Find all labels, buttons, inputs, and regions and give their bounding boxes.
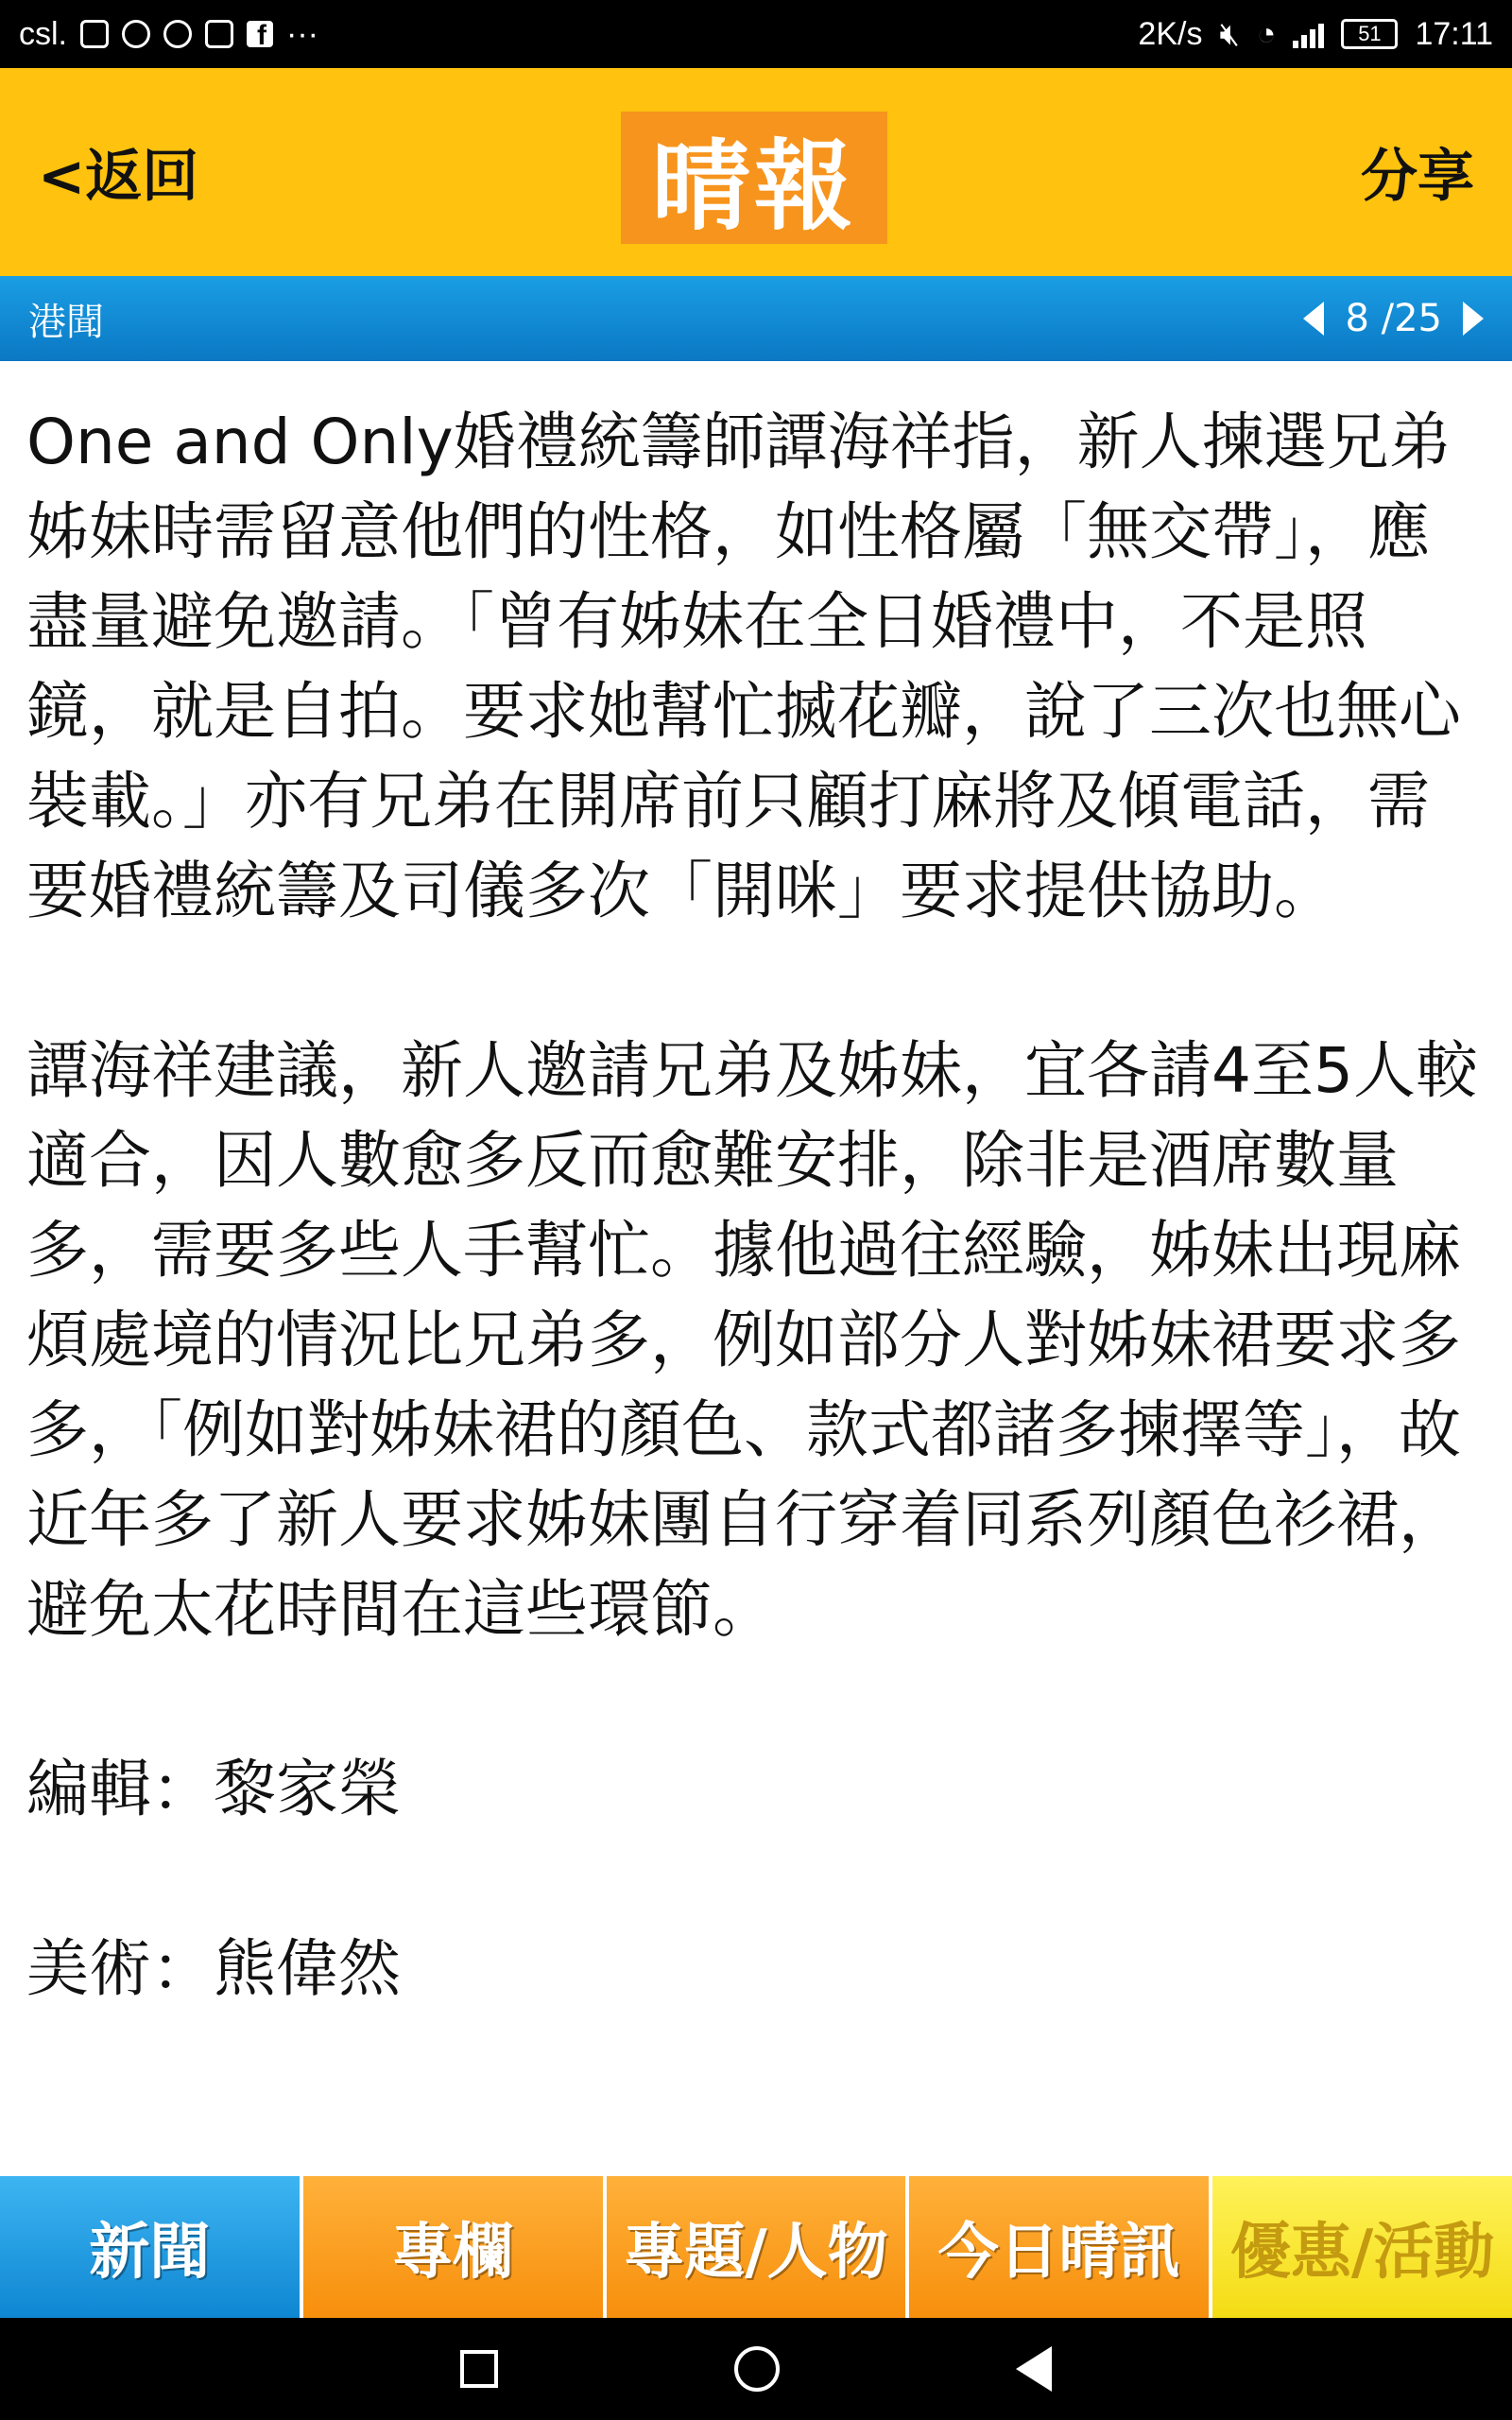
skypost-logo: 晴報 (621, 112, 887, 244)
network-speed: 2K/s (1138, 15, 1203, 52)
next-page-icon[interactable] (1463, 302, 1484, 336)
back-button[interactable]: <返回 (38, 144, 199, 210)
nav-tab-today[interactable]: 今日晴訊 (909, 2176, 1209, 2318)
recents-square-icon[interactable] (460, 2350, 498, 2388)
mute-icon: 🔇︎ (1219, 15, 1240, 52)
nav-tab-features[interactable]: 專題/人物 (607, 2176, 906, 2318)
bottom-nav (0, 2176, 1512, 2318)
previous-page-icon[interactable] (1303, 302, 1324, 336)
carrier-label: csl. (19, 15, 67, 52)
battery-icon: 51 (1341, 19, 1398, 49)
nav-tab-news[interactable]: 新聞 (0, 2176, 300, 2318)
status-bar (0, 0, 1512, 68)
share-button[interactable]: 分享 (1361, 144, 1474, 210)
more-notifications-icon: ··· (286, 15, 318, 52)
section-bar (0, 276, 1512, 361)
laptop-icon (80, 20, 109, 48)
signal-icon (1293, 20, 1324, 48)
facebook-icon (247, 21, 273, 47)
article-body[interactable] (26, 397, 1491, 2174)
home-circle-icon[interactable] (734, 2346, 780, 2392)
section-title: 港聞 (28, 300, 104, 344)
whatsapp-icon (122, 20, 150, 48)
back-triangle-icon[interactable] (1016, 2346, 1052, 2392)
clock: 17:11 (1415, 15, 1493, 52)
system-nav-bar (0, 2318, 1512, 2420)
status-left (19, 16, 318, 53)
total-pages: /25 (1381, 297, 1442, 340)
page-indicator (1345, 297, 1442, 340)
art-credit: 美術：熊偉然 (26, 1932, 401, 2005)
wifi-icon: ◔ (1256, 15, 1277, 52)
current-page: 8 (1345, 297, 1369, 340)
article-paragraph: 譚海祥建議，新人邀請兄弟及姊妹，宜各請4至5人較適合，因人數愈多反而愈難安排，除非是酒席數量多，需要多些人手幫忙。據他過往經驗，姊妹出現麻煩處境的情況比兄弟多，例如部分人對姊妹裙要求多多，「例如對姊妹裙的顏色、款式都諸多揀擇等」，故近年多了新人要求姊妹團自行穿着同系列顏色衫裙，避免太花時間在這些環節。 (26, 1034, 1478, 1646)
pager (1303, 297, 1484, 340)
status-right (1138, 16, 1493, 53)
nav-tab-columns[interactable]: 專欄 (303, 2176, 603, 2318)
cast-icon (163, 20, 192, 48)
editor-credit: 編輯：黎家榮 (26, 1753, 401, 1825)
app-icon (205, 20, 233, 48)
app-header (0, 68, 1512, 276)
nav-tab-promotions[interactable]: 優惠/活動 (1212, 2176, 1512, 2318)
article-paragraph: One and Only婚禮統籌師譚海祥指，新人揀選兄弟姊妹時需留意他們的性格，如性格屬「無交帶」，應盡量避免邀請。「曾有姊妹在全日婚禮中，不是照鏡，就是自拍。要求她幫忙搣花瓣，說了三次也無心裝載。」亦有兄弟在開席前只顧打麻將及傾電話，需要婚禮統籌及司儀多次「開咪」要求提供協助。 (26, 406, 1461, 927)
